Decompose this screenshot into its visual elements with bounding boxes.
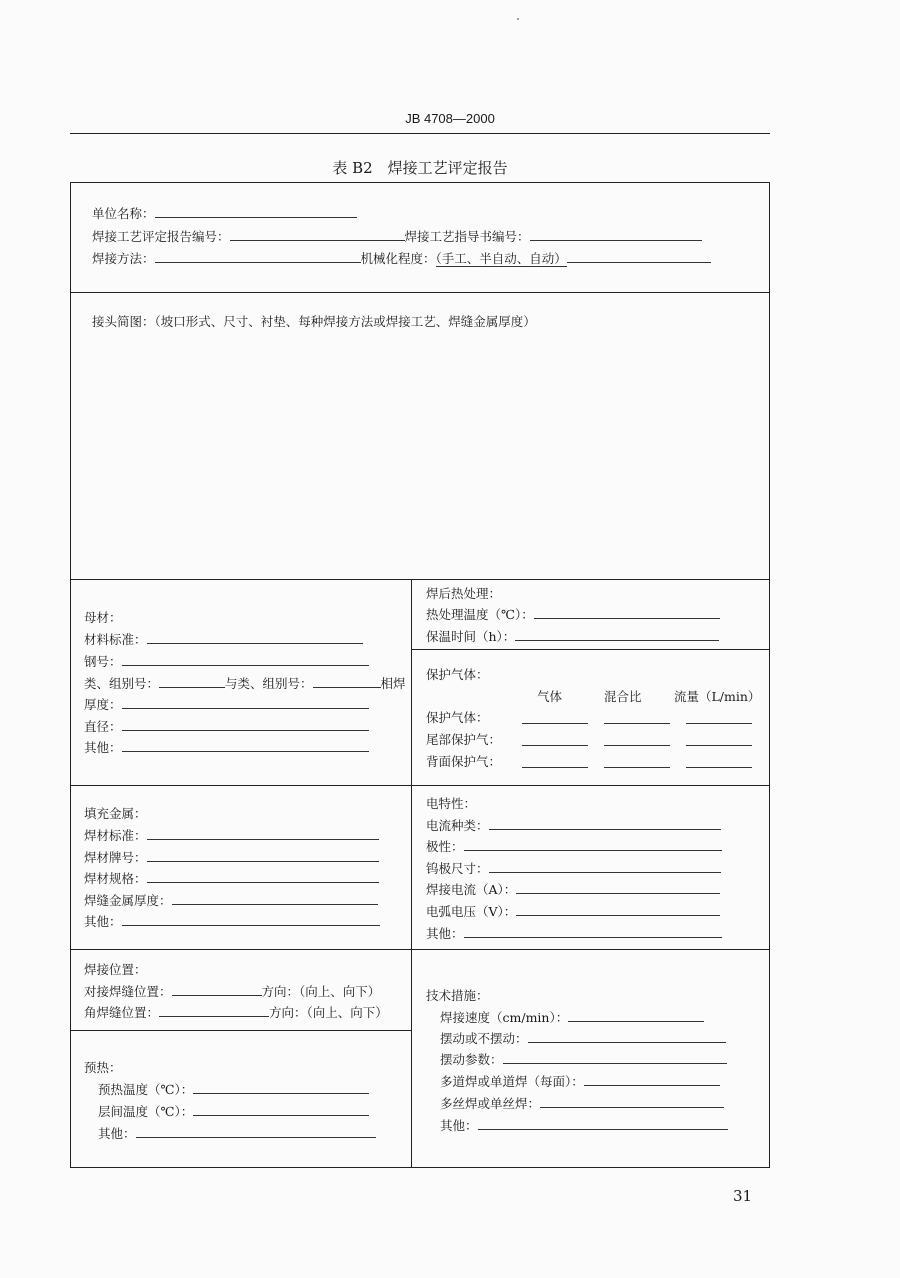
material-standard-row [84,632,363,648]
wps-number-field[interactable] [530,229,702,241]
divider-filler [70,785,770,786]
trailing-gas-type-field[interactable] [522,734,588,746]
electrodes-label: 多丝焊或单丝焊： [440,1096,541,1111]
current-type-row [426,818,721,834]
fillet-position-label: 角焊缝位置： [84,1005,160,1020]
weave-params-row [440,1052,727,1068]
preheat-temp-label: 预热温度（℃）： [98,1082,194,1097]
divider-materials [70,579,770,580]
base-metal-heading: 母材： [84,610,122,625]
group-b-field[interactable] [313,676,381,688]
tungsten-size-field[interactable] [489,861,721,873]
filler-brand-label: 焊材牌号： [84,850,147,865]
diameter-field[interactable] [122,719,369,731]
filler-other-field[interactable] [122,914,380,926]
filler-spec-label: 焊材规格： [84,871,147,886]
filler-spec-row [84,871,379,887]
page-number: 31 [733,1187,753,1205]
weave-params-label: 摆动参数： [440,1052,503,1067]
travel-speed-label: 焊接速度（cm/min）： [440,1010,569,1025]
electrical-other-label: 其他： [426,926,464,941]
polarity-field[interactable] [464,839,722,851]
diameter-label: 直径： [84,719,122,734]
weld-current-field[interactable] [516,882,720,894]
tungsten-size-row [426,861,721,877]
process-row [92,251,711,267]
pqr-number-label: 焊接工艺评定报告编号： [92,229,230,244]
column-divider [411,579,412,1168]
pwht-time-field[interactable] [515,629,719,641]
pwht-temp-field[interactable] [534,607,720,619]
passes-field[interactable] [584,1074,720,1086]
backing-gas-label: 背面保护气： [426,754,502,769]
mechanization-field[interactable] [567,251,711,263]
base-other-field[interactable] [122,740,369,752]
base-other-label: 其他： [84,740,122,755]
preheat-other-field[interactable] [136,1126,376,1138]
pwht-time-row [426,629,719,645]
trailing-gas-flow-field[interactable] [686,734,752,746]
fillet-position-row [84,1005,388,1021]
preheat-temp-row [98,1082,369,1098]
group-row [84,676,406,692]
groove-position-label: 对接焊缝位置： [84,984,172,999]
fillet-direction: 方向：（向上、向下） [269,1005,388,1020]
filler-other-label: 其他： [84,914,122,929]
preheat-heading: 预热： [84,1060,122,1075]
current-type-label: 电流种类： [426,818,489,833]
electrodes-field[interactable] [540,1096,724,1108]
steel-grade-field[interactable] [122,654,369,666]
report-number-row [92,229,702,245]
unit-name-label: 单位名称： [92,206,155,221]
arc-voltage-field[interactable] [516,904,720,916]
interpass-temp-row [98,1104,369,1120]
filler-brand-field[interactable] [147,850,379,862]
weave-params-field[interactable] [503,1052,727,1064]
weld-current-row [426,882,720,898]
interpass-temp-label: 层间温度（℃）： [98,1104,194,1119]
backing-gas-mix-field[interactable] [604,756,670,768]
unit-name-row [92,206,357,222]
filler-other-row [84,914,380,930]
thickness-field[interactable] [122,697,369,709]
shielding-heading: 保护气体： [426,667,489,682]
current-type-field[interactable] [489,818,721,830]
col-mix-ratio: 混合比 [604,689,642,704]
travel-speed-field[interactable] [568,1010,704,1022]
shield-gas-type-field[interactable] [522,712,588,724]
deposit-thickness-label: 焊缝金属厚度： [84,893,172,908]
weaving-field[interactable] [528,1031,726,1043]
weaving-label: 摆动或不摆动： [440,1031,528,1046]
filler-standard-label: 焊材标准： [84,828,147,843]
pwht-temp-row [426,607,720,623]
arc-voltage-row [426,904,720,920]
filler-spec-field[interactable] [147,871,379,883]
weld-to-label: 相焊 [380,676,406,691]
deposit-thickness-field[interactable] [172,893,378,905]
electrical-other-field[interactable] [464,926,722,938]
base-other-row [84,740,369,756]
filler-heading: 填充金属： [84,806,147,821]
fillet-position-field[interactable] [159,1005,269,1017]
electrical-heading: 电特性： [426,796,477,811]
weld-current-label: 焊接电流（A）： [426,882,517,897]
divider-preheat [70,1030,411,1031]
mechanization-value: （手工、半自动、自动） [435,251,567,266]
preheat-temp-field[interactable] [193,1082,369,1094]
mechanization-label: 机械化程度： [360,251,436,266]
preheat-other-row [98,1126,376,1142]
trailing-gas-label: 尾部保护气： [426,732,502,747]
wps-number-label: 焊接工艺指导书编号： [404,229,530,244]
electrodes-row [440,1096,724,1112]
polarity-label: 极性： [426,839,464,854]
material-standard-label: 材料标准： [84,632,147,647]
thickness-label: 厚度： [84,697,122,712]
pwht-time-label: 保温时间（h）： [426,629,516,644]
position-heading: 焊接位置： [84,962,147,977]
technique-other-label: 其他： [440,1118,478,1133]
passes-label: 多道焊或单道焊（每面）： [440,1074,584,1089]
process-field[interactable] [155,251,361,263]
pqr-number-field[interactable] [230,229,405,241]
steel-grade-label: 钢号： [84,654,122,669]
filler-standard-row [84,828,379,844]
shield-gas-flow-field[interactable] [686,712,752,724]
shield-gas-label: 保护气体： [426,710,489,725]
travel-speed-row [440,1010,704,1026]
passes-row [440,1074,720,1090]
group-label: 类、组别号： [84,676,160,691]
interpass-temp-field[interactable] [193,1104,369,1116]
header-rule [70,133,770,134]
arc-voltage-label: 电弧电压（V）： [426,904,517,919]
shield-gas-mix-field[interactable] [604,712,670,724]
pwht-heading: 焊后热处理： [426,586,502,601]
polarity-row [426,839,722,855]
groove-position-row [84,984,380,1000]
col-gas: 气体 [537,689,563,704]
tungsten-size-label: 钨极尺寸： [426,861,489,876]
col-flow-rate: 流量（L/min） [674,689,761,704]
group-field[interactable] [159,676,225,688]
joint-sketch-label: 接头简图：（坡口形式、尺寸、衬垫、每种焊接方法或焊接工艺、焊缝金属厚度） [92,314,536,329]
technique-heading: 技术措施： [426,988,489,1003]
technique-other-field[interactable] [478,1118,728,1130]
joint-sketch-area[interactable] [80,336,760,572]
preheat-other-label: 其他： [98,1126,136,1141]
technique-other-row [440,1118,728,1134]
divider-position [70,949,770,950]
steel-grade-row [84,654,369,670]
groove-direction: 方向：（向上、向下） [261,984,381,999]
filler-standard-field[interactable] [147,828,379,840]
backing-gas-flow-field[interactable] [686,756,752,768]
pwht-temp-label: 热处理温度（℃）： [426,607,534,622]
standard-code: JB 4708—2000 [405,111,495,126]
electrical-other-row [426,926,722,942]
divider-pwht [411,649,770,650]
divider-joint [70,292,770,293]
thickness-row [84,697,369,713]
process-label: 焊接方法： [92,251,155,266]
diameter-row [84,719,369,735]
filler-brand-row [84,850,379,866]
deposit-thickness-row [84,893,378,909]
unit-name-field[interactable] [155,206,357,218]
weaving-row [440,1031,726,1047]
material-standard-field[interactable] [147,632,363,644]
trailing-gas-mix-field[interactable] [604,734,670,746]
table-title: 表 B2 焊接工艺评定报告 [332,159,508,177]
backing-gas-type-field[interactable] [522,756,588,768]
group-b-label: 与类、组别号： [225,676,313,691]
scan-speck [517,18,519,20]
groove-position-field[interactable] [172,984,262,996]
